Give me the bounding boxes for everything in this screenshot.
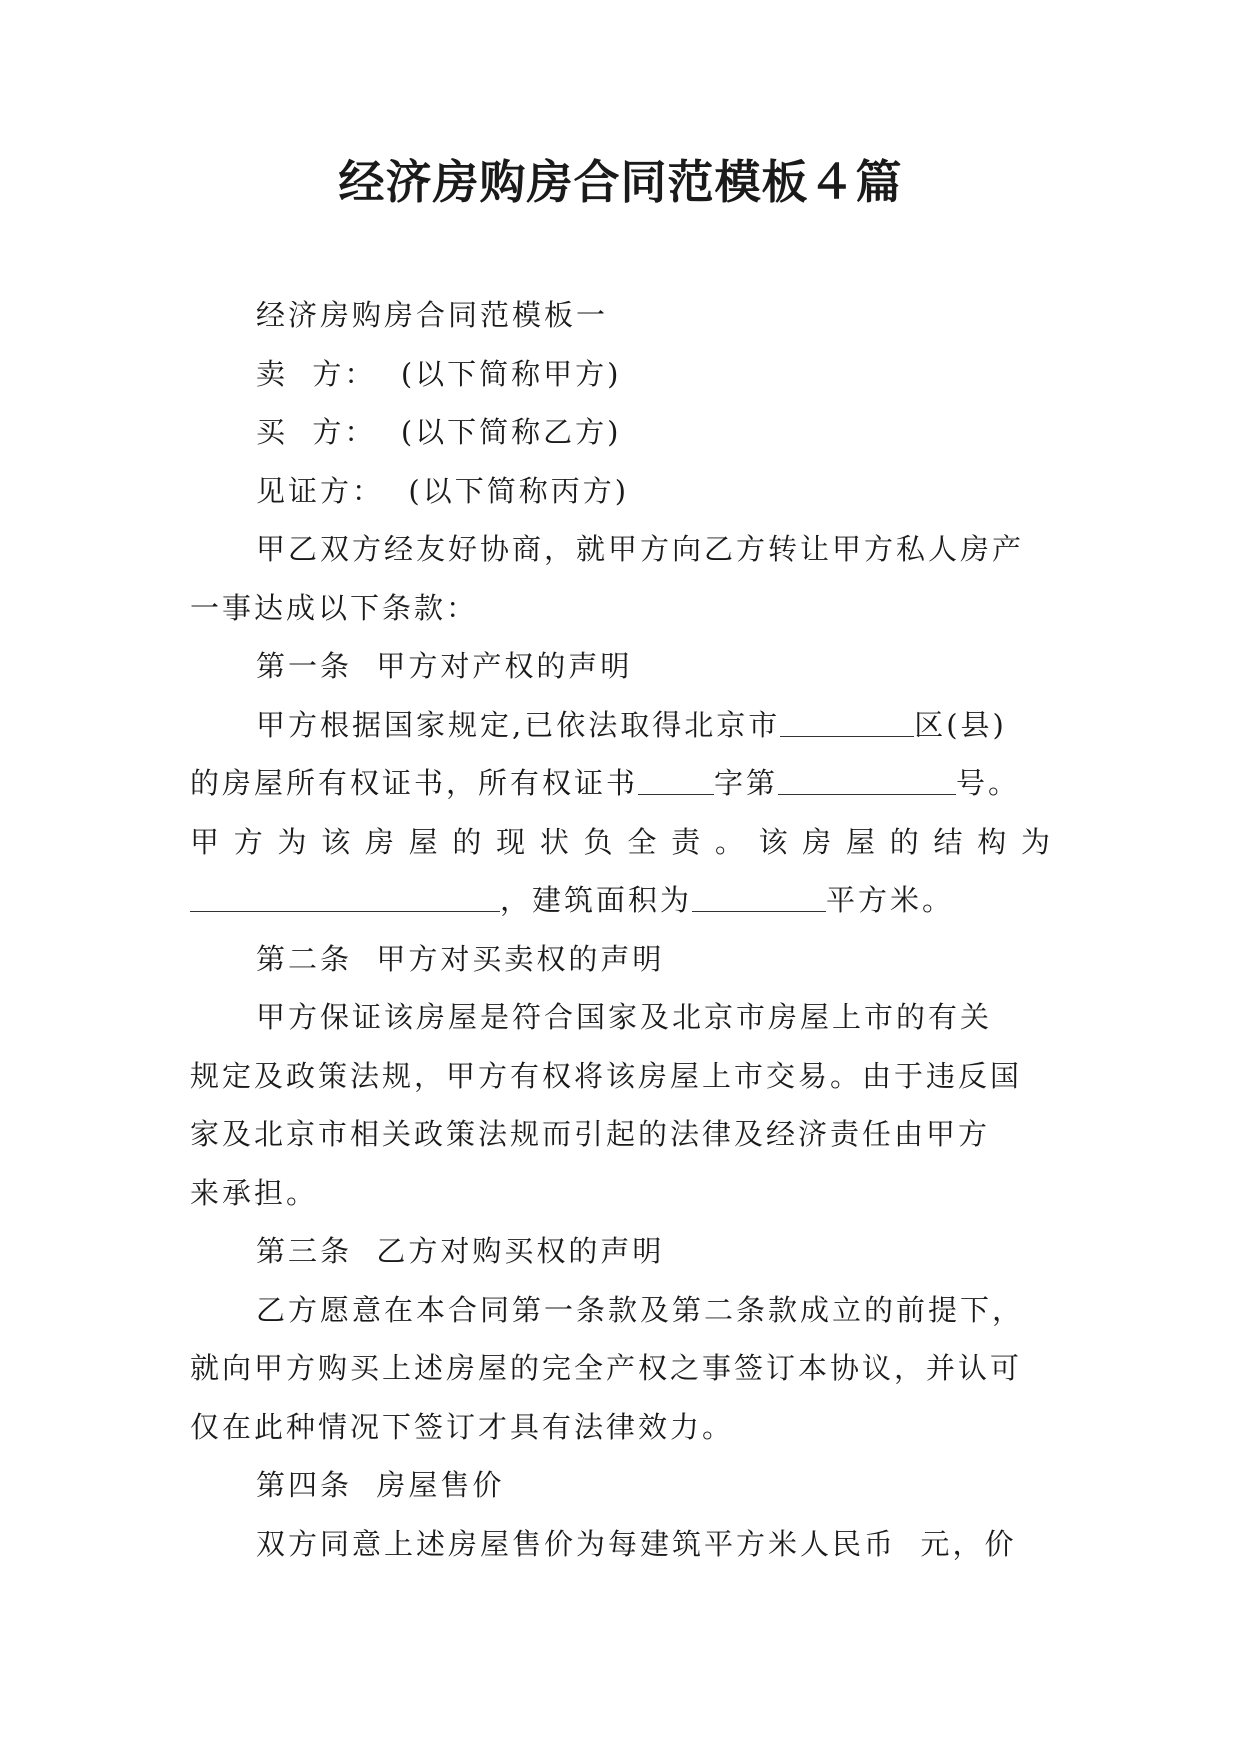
article-three-heading: 第三条 乙方对购买权的声明 — [256, 1234, 665, 1268]
char: 现 — [496, 824, 526, 859]
article-one-line-1 — [190, 696, 1050, 755]
article-four-line-1: 双方同意上述房屋售价为每建筑平方米人民币 元，价 — [256, 1526, 1017, 1561]
char: 结 — [933, 824, 963, 859]
article-two-line-4: 来承担。 — [190, 1175, 319, 1210]
char: 负 — [583, 824, 613, 859]
preamble-line-1: 甲乙双方经友好协商，就甲方向乙方转让甲方私人房产 — [256, 532, 1025, 566]
char: 为 — [277, 824, 307, 859]
char: 甲 — [190, 824, 220, 859]
preamble-line-2: 一事达成以下条款： — [190, 590, 479, 625]
document-body — [190, 286, 1050, 1573]
article-one-text-a: 甲方根据国家规定,已依法取得北京市 — [256, 707, 781, 742]
article-one-text-d: 字第 — [714, 766, 779, 800]
article-three-line-3: 仅在此种情况下签订才具有法律效力。 — [190, 1409, 735, 1444]
char: 屋 — [846, 824, 876, 859]
char: 该 — [758, 824, 788, 859]
article-two-line-1: 甲方保证该房屋是符合国家及北京市房屋上市的有关 — [256, 1000, 993, 1034]
witness-line: 见证方： (以下简称丙方) — [256, 473, 630, 508]
article-one-line-4 — [190, 871, 1050, 930]
char: 为 — [1020, 824, 1050, 859]
article-one-line-2 — [190, 754, 1050, 813]
article-one-line-3 — [190, 813, 1050, 872]
seller-line: 卖 方： (以下简称甲方) — [256, 356, 622, 391]
char: 。 — [714, 824, 744, 859]
article-four-heading: 第四条 房屋售价 — [256, 1468, 505, 1502]
article-two-line-2: 规定及政策法规，甲方有权将该房屋上市交易。由于违反国 — [190, 1058, 1023, 1093]
article-one-text-f: ，建筑面积为 — [500, 883, 693, 917]
article-two-heading: 第二条 甲方对买卖权的声明 — [256, 941, 665, 976]
char: 的 — [452, 824, 482, 859]
area-blank — [692, 883, 826, 912]
article-one-text-e: 号。 — [956, 766, 1021, 800]
char: 全 — [627, 824, 657, 859]
article-three-line-1: 乙方愿意在本合同第一条款及第二条款成立的前提下， — [256, 1292, 1025, 1327]
article-two-line-3: 家及北京市相关政策法规而引起的法律及经济责任由甲方 — [190, 1117, 991, 1151]
article-three-line-2: 就向甲方购买上述房屋的完全产权之事签订本协议，并认可 — [190, 1351, 1023, 1385]
article-one-text-b: 区(县) — [914, 707, 1007, 742]
article-one-text-g: 平方米。 — [826, 883, 955, 917]
char: 责 — [671, 824, 701, 859]
char: 方 — [233, 824, 263, 859]
char: 该 — [321, 824, 351, 859]
district-blank — [780, 708, 914, 737]
section-heading-template-one: 经济房购房合同范模板一 — [256, 298, 609, 332]
article-one-text-c: 的房屋所有权证书，所有权证书 — [190, 766, 639, 800]
char: 构 — [977, 824, 1007, 859]
char: 房 — [802, 824, 832, 859]
char: 房 — [364, 824, 394, 859]
certificate-word-blank — [638, 766, 714, 795]
char: 屋 — [408, 824, 438, 859]
article-one-heading: 第一条 甲方对产权的声明 — [256, 649, 633, 683]
buyer-line: 买 方： (以下简称乙方) — [256, 415, 622, 449]
structure-blank — [190, 883, 500, 912]
char: 状 — [539, 824, 569, 859]
certificate-number-blank — [778, 766, 956, 795]
document-title: 经济房购房合同范模板４篇 — [338, 155, 903, 209]
char: 的 — [889, 824, 919, 859]
